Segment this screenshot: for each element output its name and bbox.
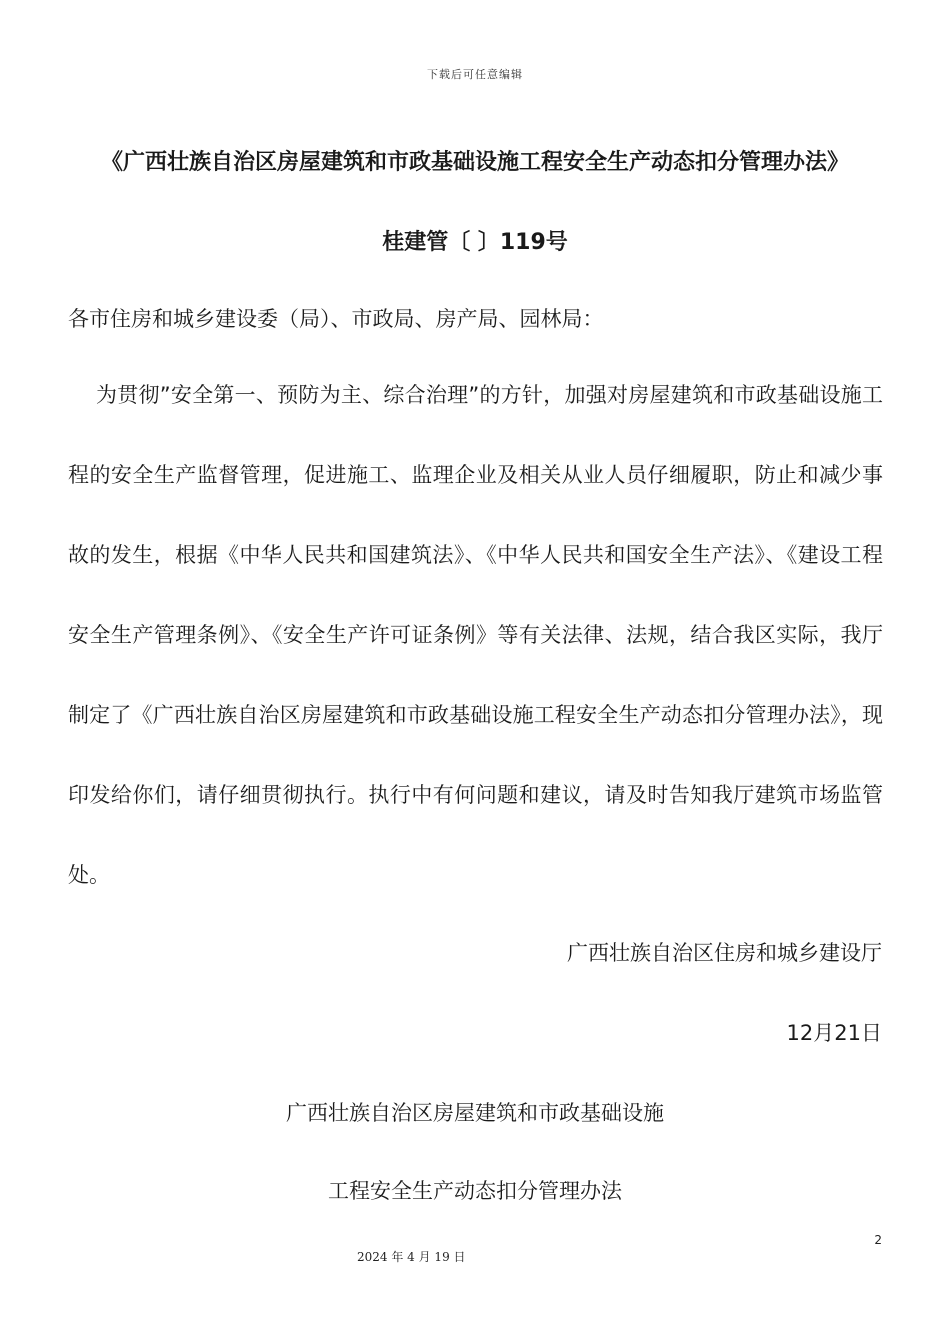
sign-date: 12月21日 [786,1021,882,1045]
footer-date: 2024 年 4 月 19 日 [357,1250,466,1264]
document-number: 桂建管〔 〕119号 [382,230,568,255]
document-title: 《广西壮族自治区房屋建筑和市政基础设施工程安全生产动态扣分管理办法》 [100,150,849,175]
header-note: 下载后可任意编辑 [427,68,523,81]
subtitle-line-1: 广西壮族自治区房屋建筑和市政基础设施 [286,1101,664,1125]
subtitle-line-2: 工程安全生产动态扣分管理办法 [328,1179,622,1203]
signature: 广西壮族自治区住房和城乡建设厅 [567,941,882,965]
page-number: 2 [874,1233,882,1247]
salutation: 各市住房和城乡建设委（局）、市政局、房产局、园林局： [68,307,604,331]
body-paragraph: 为贯彻”安全第一、预防为主、综合治理”的方针，加强对房屋建筑和市政基础设施工程的安全生产监督管理，促进施工、监理企业及相关从业人员仔细履职，防止和减少事故的发生，根据《中华人民共和国建筑法》、《中华人民共和国安全生产法》、《建设工程安全生产管理条例》、《安全生产许可证条例》等有关法律、法规，结合我区实际，我厅制定了《广西壮族自治区房屋建筑和市政基础设施工程安全生产动态扣分管理办法》，现印发给你们，请仔细贯彻执行。执行中有何问题和建议，请及时告知我厅建筑市场监管处。 [68,383,883,887]
